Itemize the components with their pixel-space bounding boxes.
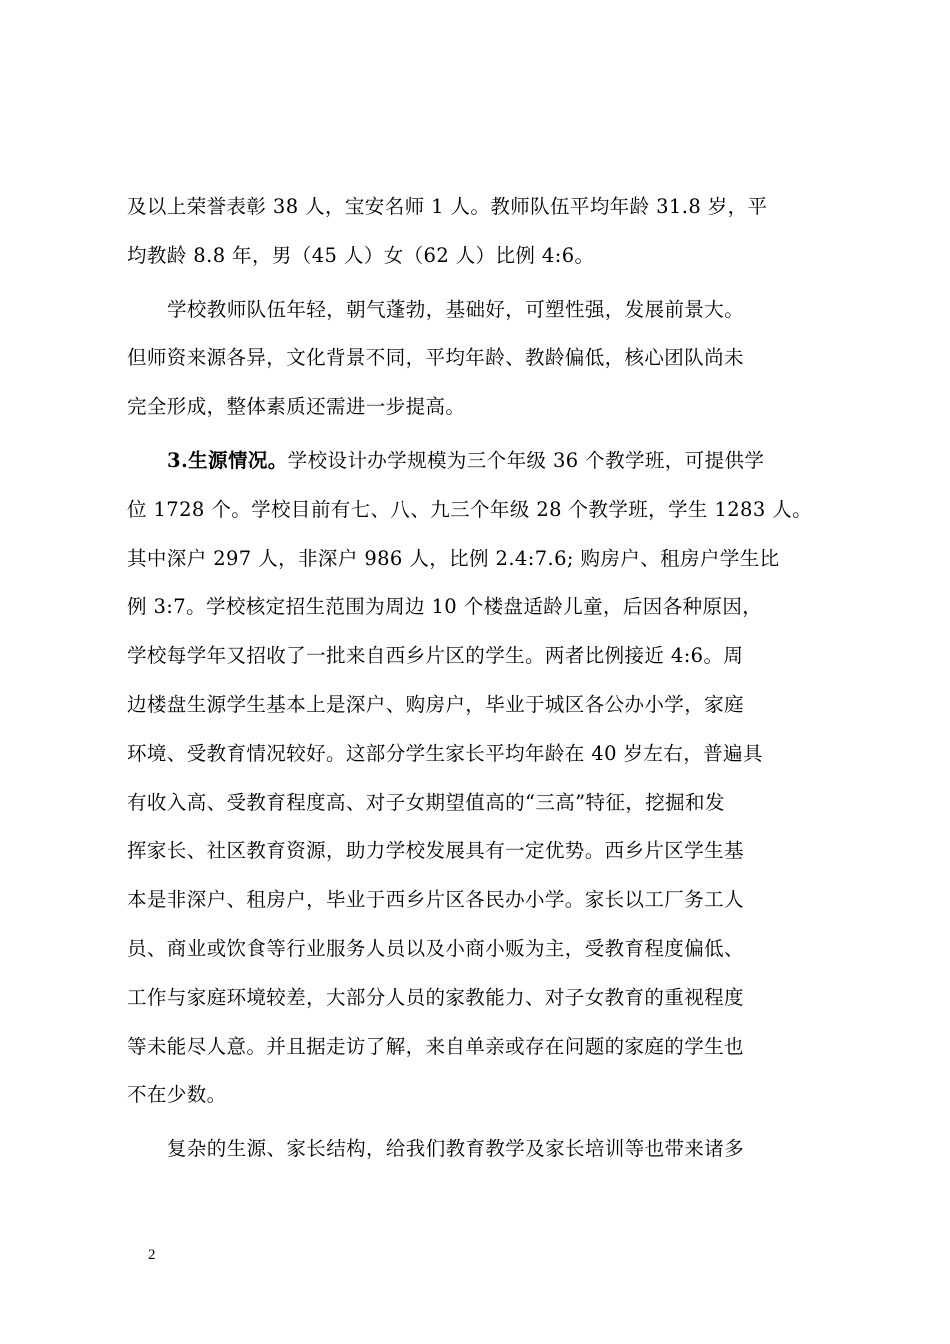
text-line: 均教龄 8.8 年，男（45 人）女（62 人）比例 4:6。 (127, 243, 595, 267)
text-line: 完全形成，整体素质还需进一步提高。 (127, 395, 466, 419)
text-line: 边楼盘生源学生基本上是深户、购房户，毕业于城区各公办小学，家庭 (127, 692, 744, 716)
body-text (127, 183, 837, 1174)
text-line: 工作与家庭环境较差，大部分人员的家教能力、对子女教育的重视程度 (127, 985, 744, 1009)
text-line: 复杂的生源、家长结构，给我们教育教学及家长培训等也带来诸多 (167, 1137, 745, 1161)
text-line: 例 3:7。学校核定招生范围为周边 10 个楼盘适龄儿童，后因各种原因， (127, 595, 763, 619)
text-line: 其中深户 297 人，非深户 986 人，比例 2.4:7.6; 购房户、租房户学生比 (127, 546, 780, 570)
section-first-line (127, 437, 837, 486)
text-line: 学校每学年又招收了一批来自西乡片区的学生。两者比例接近 4:6。周 (127, 644, 744, 668)
section-heading: 3.生源情况。 (167, 448, 288, 472)
text-line: 不在少数。 (127, 1083, 227, 1107)
text-line: 挥家长、社区教育资源，助力学校发展具有一定优势。西乡片区学生基 (127, 839, 744, 863)
text-line: 有收入高、受教育程度高、对子女期望值高的“三高”特征，挖掘和发 (127, 790, 725, 814)
text-line: 本是非深户、租房户，毕业于西乡片区各民办小学。家长以工厂务工人 (127, 888, 744, 912)
text-line: 学校教师队伍年轻，朝气蓬勃，基础好，可塑性强，发展前景大。 (167, 297, 745, 321)
text-line: 环境、受教育情况较好。这部分学生家长平均年龄在 40 岁左右，普遍具 (127, 741, 763, 765)
text-line: 但师资来源各异，文化背景不同，平均年龄、教龄偏低，核心团队尚未 (127, 346, 744, 370)
text-line: 员、商业或饮食等行业服务人员以及小商小贩为主，受教育程度偏低、 (127, 936, 744, 960)
text-line: 及以上荣誉表彰 38 人，宝安名师 1 人。教师队伍平均年龄 31.8 岁，平 (127, 195, 768, 218)
page-number: 2 (148, 1247, 156, 1263)
text-line: 等未能尽人意。并且据走访了解，来自单亲或存在问题的家庭的学生也 (127, 1034, 744, 1058)
text-span: 学校设计办学规模为三个年级 36 个教学班，可提供学 (287, 448, 765, 472)
text-line: 位 1728 个。学校目前有七、八、九三个年级 28 个教学班，学生 1283 人。 (127, 497, 813, 521)
